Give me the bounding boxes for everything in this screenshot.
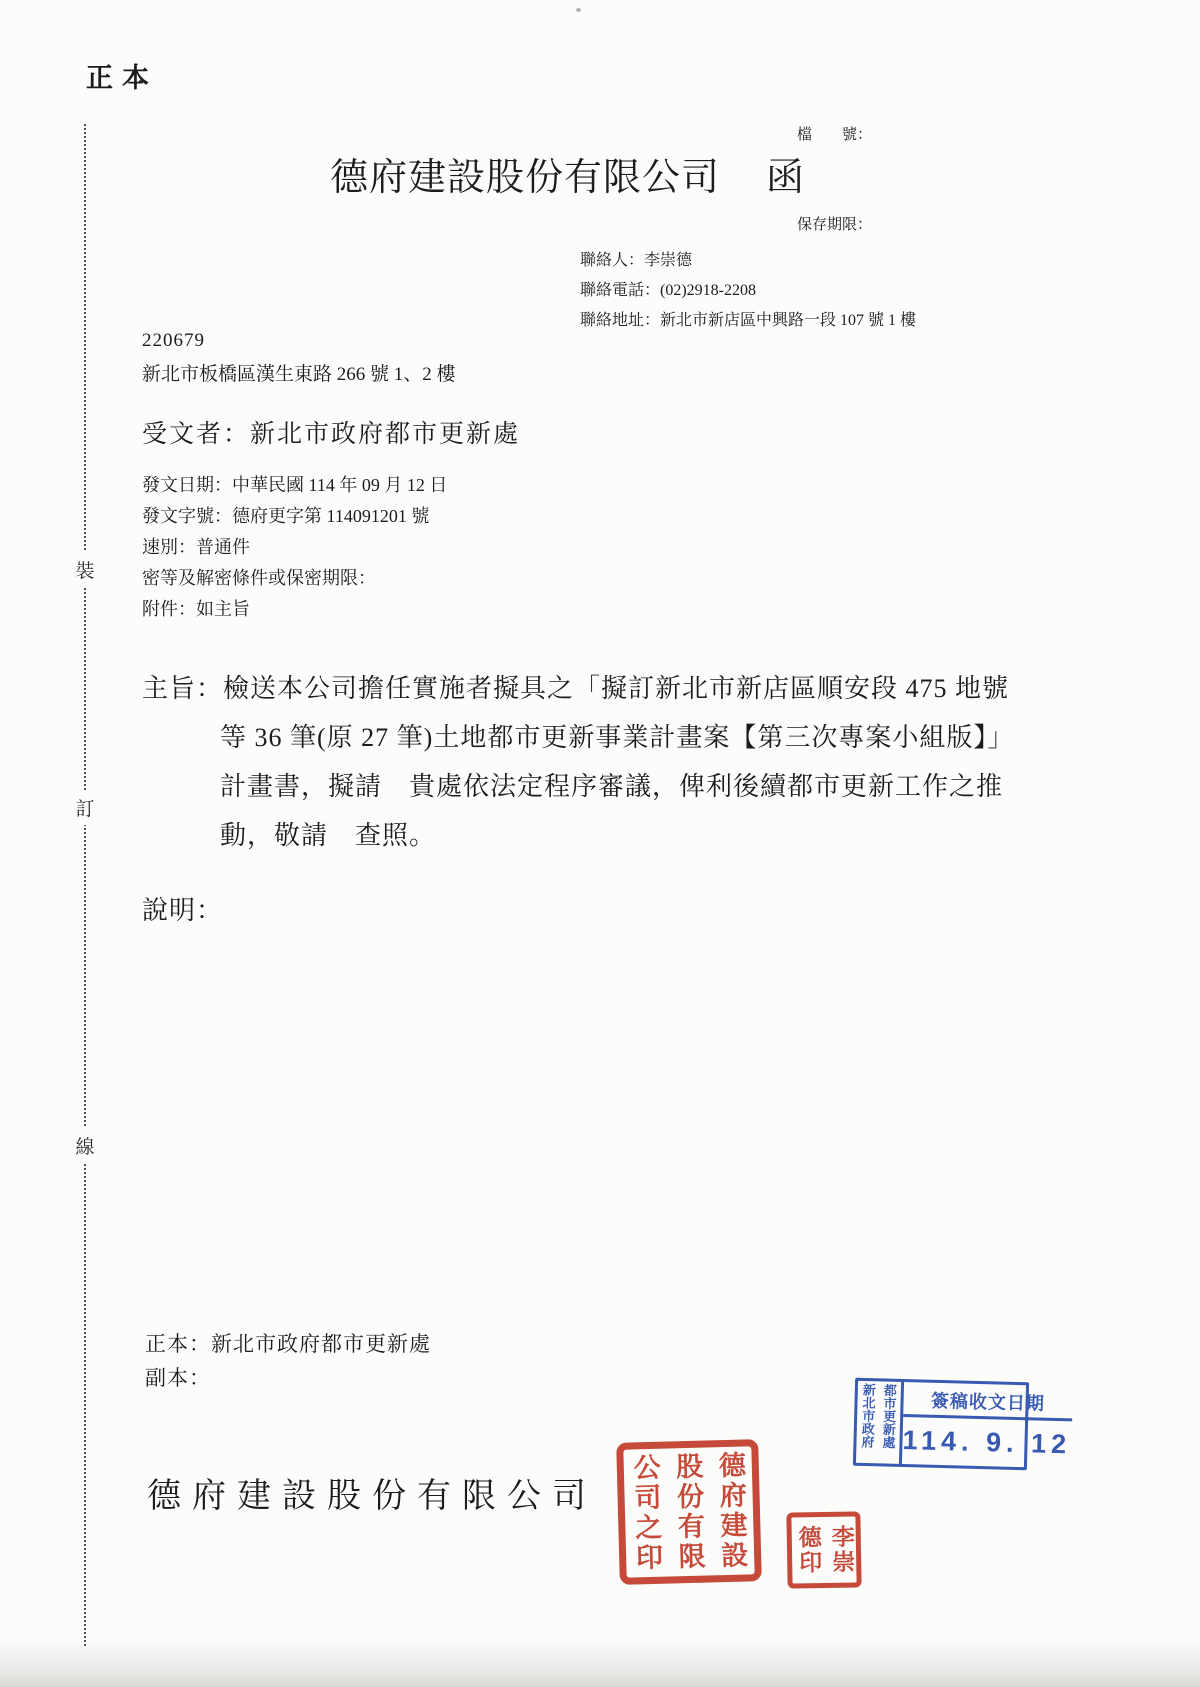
received-stamp-date: 114. 9. 12 <box>902 1425 1072 1460</box>
received-date-stamp <box>853 1378 1072 1471</box>
document-type: 函 <box>766 157 806 199</box>
margin-mark-bind: 裝 <box>72 552 98 587</box>
recipient-address: 新北市板橋區漢生東路 266 號 1、2 樓 <box>142 364 456 385</box>
recipient-postal-code: 220679 <box>142 330 205 351</box>
received-stamp-org <box>856 1381 904 1464</box>
scan-speck <box>576 8 581 12</box>
subject-line: 主旨：檢送本公司擔任實施者擬具之「擬訂新北市新店區順安段 475 地號 <box>142 674 1010 703</box>
scan-artifact-bottom <box>0 1639 1200 1687</box>
company-seal-column: 德府建設 <box>714 1450 748 1572</box>
security-line: 密等及解密條件或保密期限： <box>142 568 376 588</box>
company-seal <box>616 1439 762 1585</box>
priority-line: 速別：普通件 <box>142 537 250 557</box>
issue-date-line: 發文日期：中華民國 114 年 09 月 12 日 <box>142 475 448 495</box>
file-number-label: 檔 號： <box>797 127 873 143</box>
binding-margin-line <box>84 124 86 1646</box>
explanation-label: 說明： <box>142 896 224 925</box>
contact-address: 聯絡地址：新北市新店區中興路一段 107 號 1 樓 <box>580 312 917 329</box>
contact-person: 聯絡人：李崇德 <box>580 252 693 269</box>
subject-block <box>142 664 1082 860</box>
recipient-line: 受文者：新北市政府都市更新處 <box>142 421 521 448</box>
retention-period-label: 保存期限： <box>797 217 873 233</box>
document-title <box>330 146 805 201</box>
personal-seal-column: 德印 <box>795 1525 822 1576</box>
document-meta-block <box>142 470 447 625</box>
contact-phone: 聯絡電話：(02)2918-2208 <box>580 282 756 299</box>
received-stamp-header: 簽稿收文日期 <box>903 1382 1072 1421</box>
company-seal-column: 公司之印 <box>629 1452 663 1574</box>
company-seal-column: 股份有限 <box>671 1451 706 1573</box>
margin-mark-tie: 訂 <box>72 790 98 825</box>
footer-original-to: 正本：新北市政府都市更新處 <box>145 1332 431 1356</box>
issuer-name: 德府建設股份有限公司 <box>330 157 721 199</box>
personal-seal <box>786 1511 861 1588</box>
subject-line: 計畫書，擬請 貴處依法定程序審議，俾利後續都市更新工作之推 <box>220 772 1004 801</box>
contact-block <box>580 246 916 336</box>
copy-type-label: 正本 <box>86 63 158 93</box>
subject-line: 等 36 筆(原 27 筆)土地都市更新事業計畫案【第三次專案小組版】」 <box>220 723 1015 752</box>
margin-mark-line: 線 <box>72 1128 98 1163</box>
personal-seal-column: 李崇 <box>828 1524 855 1575</box>
footer-copy-to: 副本： <box>145 1366 211 1390</box>
received-stamp-org-column: 新北市政府 <box>859 1382 877 1449</box>
received-stamp-body <box>902 1382 1073 1468</box>
received-stamp-org-column: 都市更新處 <box>880 1383 898 1449</box>
company-signature: 德府建設股份有限公司 <box>147 1478 597 1515</box>
attachment-line: 附件：如主旨 <box>142 599 250 619</box>
doc-number-line: 發文字號：德府更字第 114091201 號 <box>142 506 430 526</box>
subject-line: 動，敬請 查照。 <box>220 821 437 850</box>
